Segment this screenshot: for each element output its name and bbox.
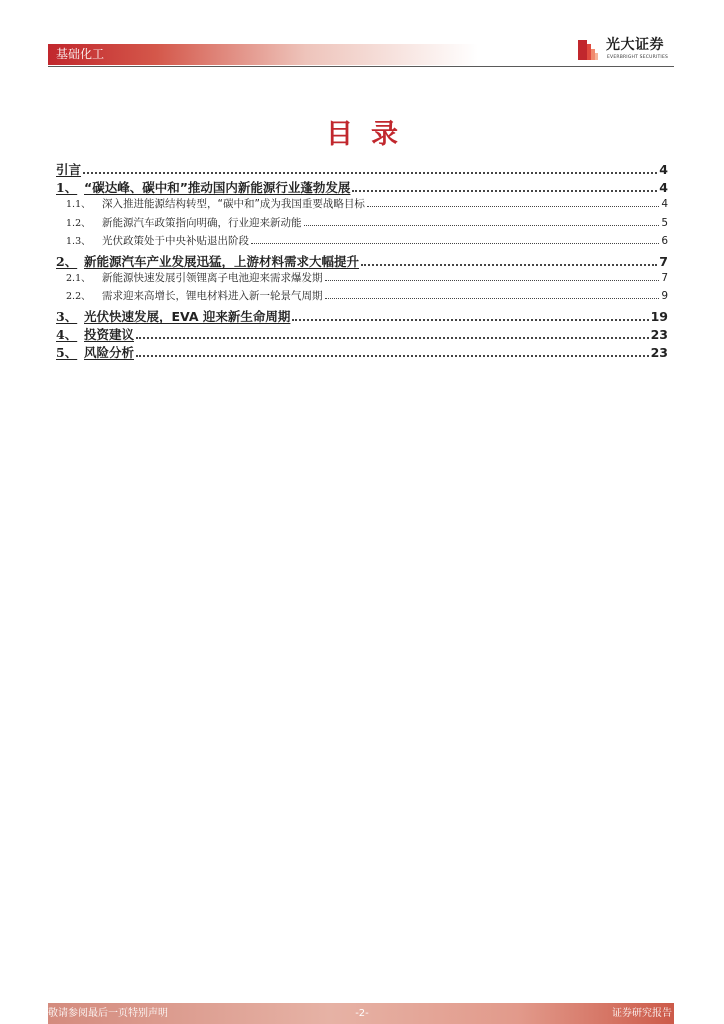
toc-entry-1-1[interactable]: [56, 196, 668, 215]
toc-entry-number: 3、: [56, 308, 78, 324]
toc-page-number: 4: [659, 180, 668, 195]
toc-entry-introduction[interactable]: [56, 160, 668, 178]
toc-page-number: 23: [650, 326, 668, 342]
header-band: [48, 44, 478, 65]
brand-subtitle: EVERBRIGHT SECURITIES: [607, 55, 669, 60]
toc-entry-number: 1.2、: [66, 217, 91, 229]
toc-entry-number: 1.1、: [66, 199, 91, 210]
toc-leader-dots: [325, 298, 660, 299]
toc-entry-number: 1、: [56, 180, 78, 195]
toc-entry-title: “碳达峰、碳中和”推动国内新能源行业蓬勃发展: [84, 180, 351, 195]
toc-entry-title: 投资建议: [84, 326, 135, 342]
toc-entry-5[interactable]: [56, 343, 668, 361]
toc-entry-1-3[interactable]: [56, 233, 668, 252]
toc-page-number: 23: [650, 344, 668, 360]
toc-entry-title: 光伏快速发展，EVA 迎来新生命周期: [84, 308, 291, 324]
toc-entry-title: 引言: [56, 162, 82, 177]
toc-page-number: 7: [661, 271, 668, 284]
toc-leader-dots: [251, 243, 659, 244]
toc-page-number: 19: [650, 308, 668, 324]
toc-page-number: 4: [661, 198, 668, 210]
toc-leader-dots: [136, 337, 649, 339]
toc-entry-1-2[interactable]: [56, 215, 668, 234]
toc-leader-dots: [304, 225, 660, 226]
section-label: 基础化工: [56, 47, 105, 61]
toc-page-number: 4: [659, 162, 668, 177]
toc-entry-title: 风险分析: [84, 344, 135, 360]
brand-name: 光大证券: [606, 37, 664, 53]
brand-logo: [576, 36, 676, 64]
toc-leader-dots: [325, 280, 660, 281]
toc-entry-2-1[interactable]: [56, 270, 668, 289]
toc-leader-dots: [352, 190, 657, 192]
toc-entry-title: 新能源快速发展引领锂离子电池迎来需求爆发期: [102, 271, 323, 284]
toc-entry-2[interactable]: [56, 252, 668, 270]
toc-entry-1[interactable]: [56, 178, 668, 196]
toc-entry-number: 2.1、: [66, 272, 91, 284]
toc-entry-number: 2.2、: [66, 291, 91, 302]
header-divider: [48, 66, 674, 67]
toc-entry-number: 1.3、: [66, 236, 91, 247]
toc-leader-dots: [367, 206, 659, 207]
toc-entry-title: 新能源汽车产业发展迅猛，上游材料需求大幅提升: [84, 253, 360, 269]
toc-leader-dots: [136, 355, 649, 357]
toc-leader-dots: [83, 172, 657, 174]
page-title: 目录: [326, 119, 416, 150]
toc-entry-title: 需求迎来高增长，锂电材料进入新一轮景气周期: [102, 290, 323, 302]
toc-entry-number: 2、: [56, 253, 78, 269]
toc-leader-dots: [292, 319, 648, 321]
page-number: -2-: [355, 1008, 369, 1019]
toc-entry-2-2[interactable]: [56, 288, 668, 307]
toc-page-number: 5: [661, 216, 668, 229]
toc-leader-dots: [361, 264, 657, 266]
toc-entry-3[interactable]: [56, 307, 668, 325]
table-of-contents: [56, 160, 668, 361]
toc-entry-title: 深入推进能源结构转型，“碳中和”成为我国重要战略目标: [102, 198, 365, 210]
toc-entry-4[interactable]: [56, 325, 668, 343]
toc-page-number: 9: [661, 290, 668, 302]
toc-entry-title: 光伏政策处于中央补贴退出阶段: [102, 235, 249, 247]
toc-entry-number: 4、: [56, 326, 78, 342]
footer-report-type: 证券研究报告: [612, 1008, 672, 1019]
toc-entry-title: 新能源汽车政策指向明确，行业迎来新动能: [102, 216, 302, 229]
footer-disclaimer: 敬请参阅最后一页特别声明: [48, 1008, 168, 1019]
toc-page-number: 7: [659, 253, 668, 269]
toc-entry-number: 5、: [56, 344, 78, 360]
everbright-logo-icon: [576, 38, 600, 62]
toc-page-number: 6: [661, 235, 668, 247]
